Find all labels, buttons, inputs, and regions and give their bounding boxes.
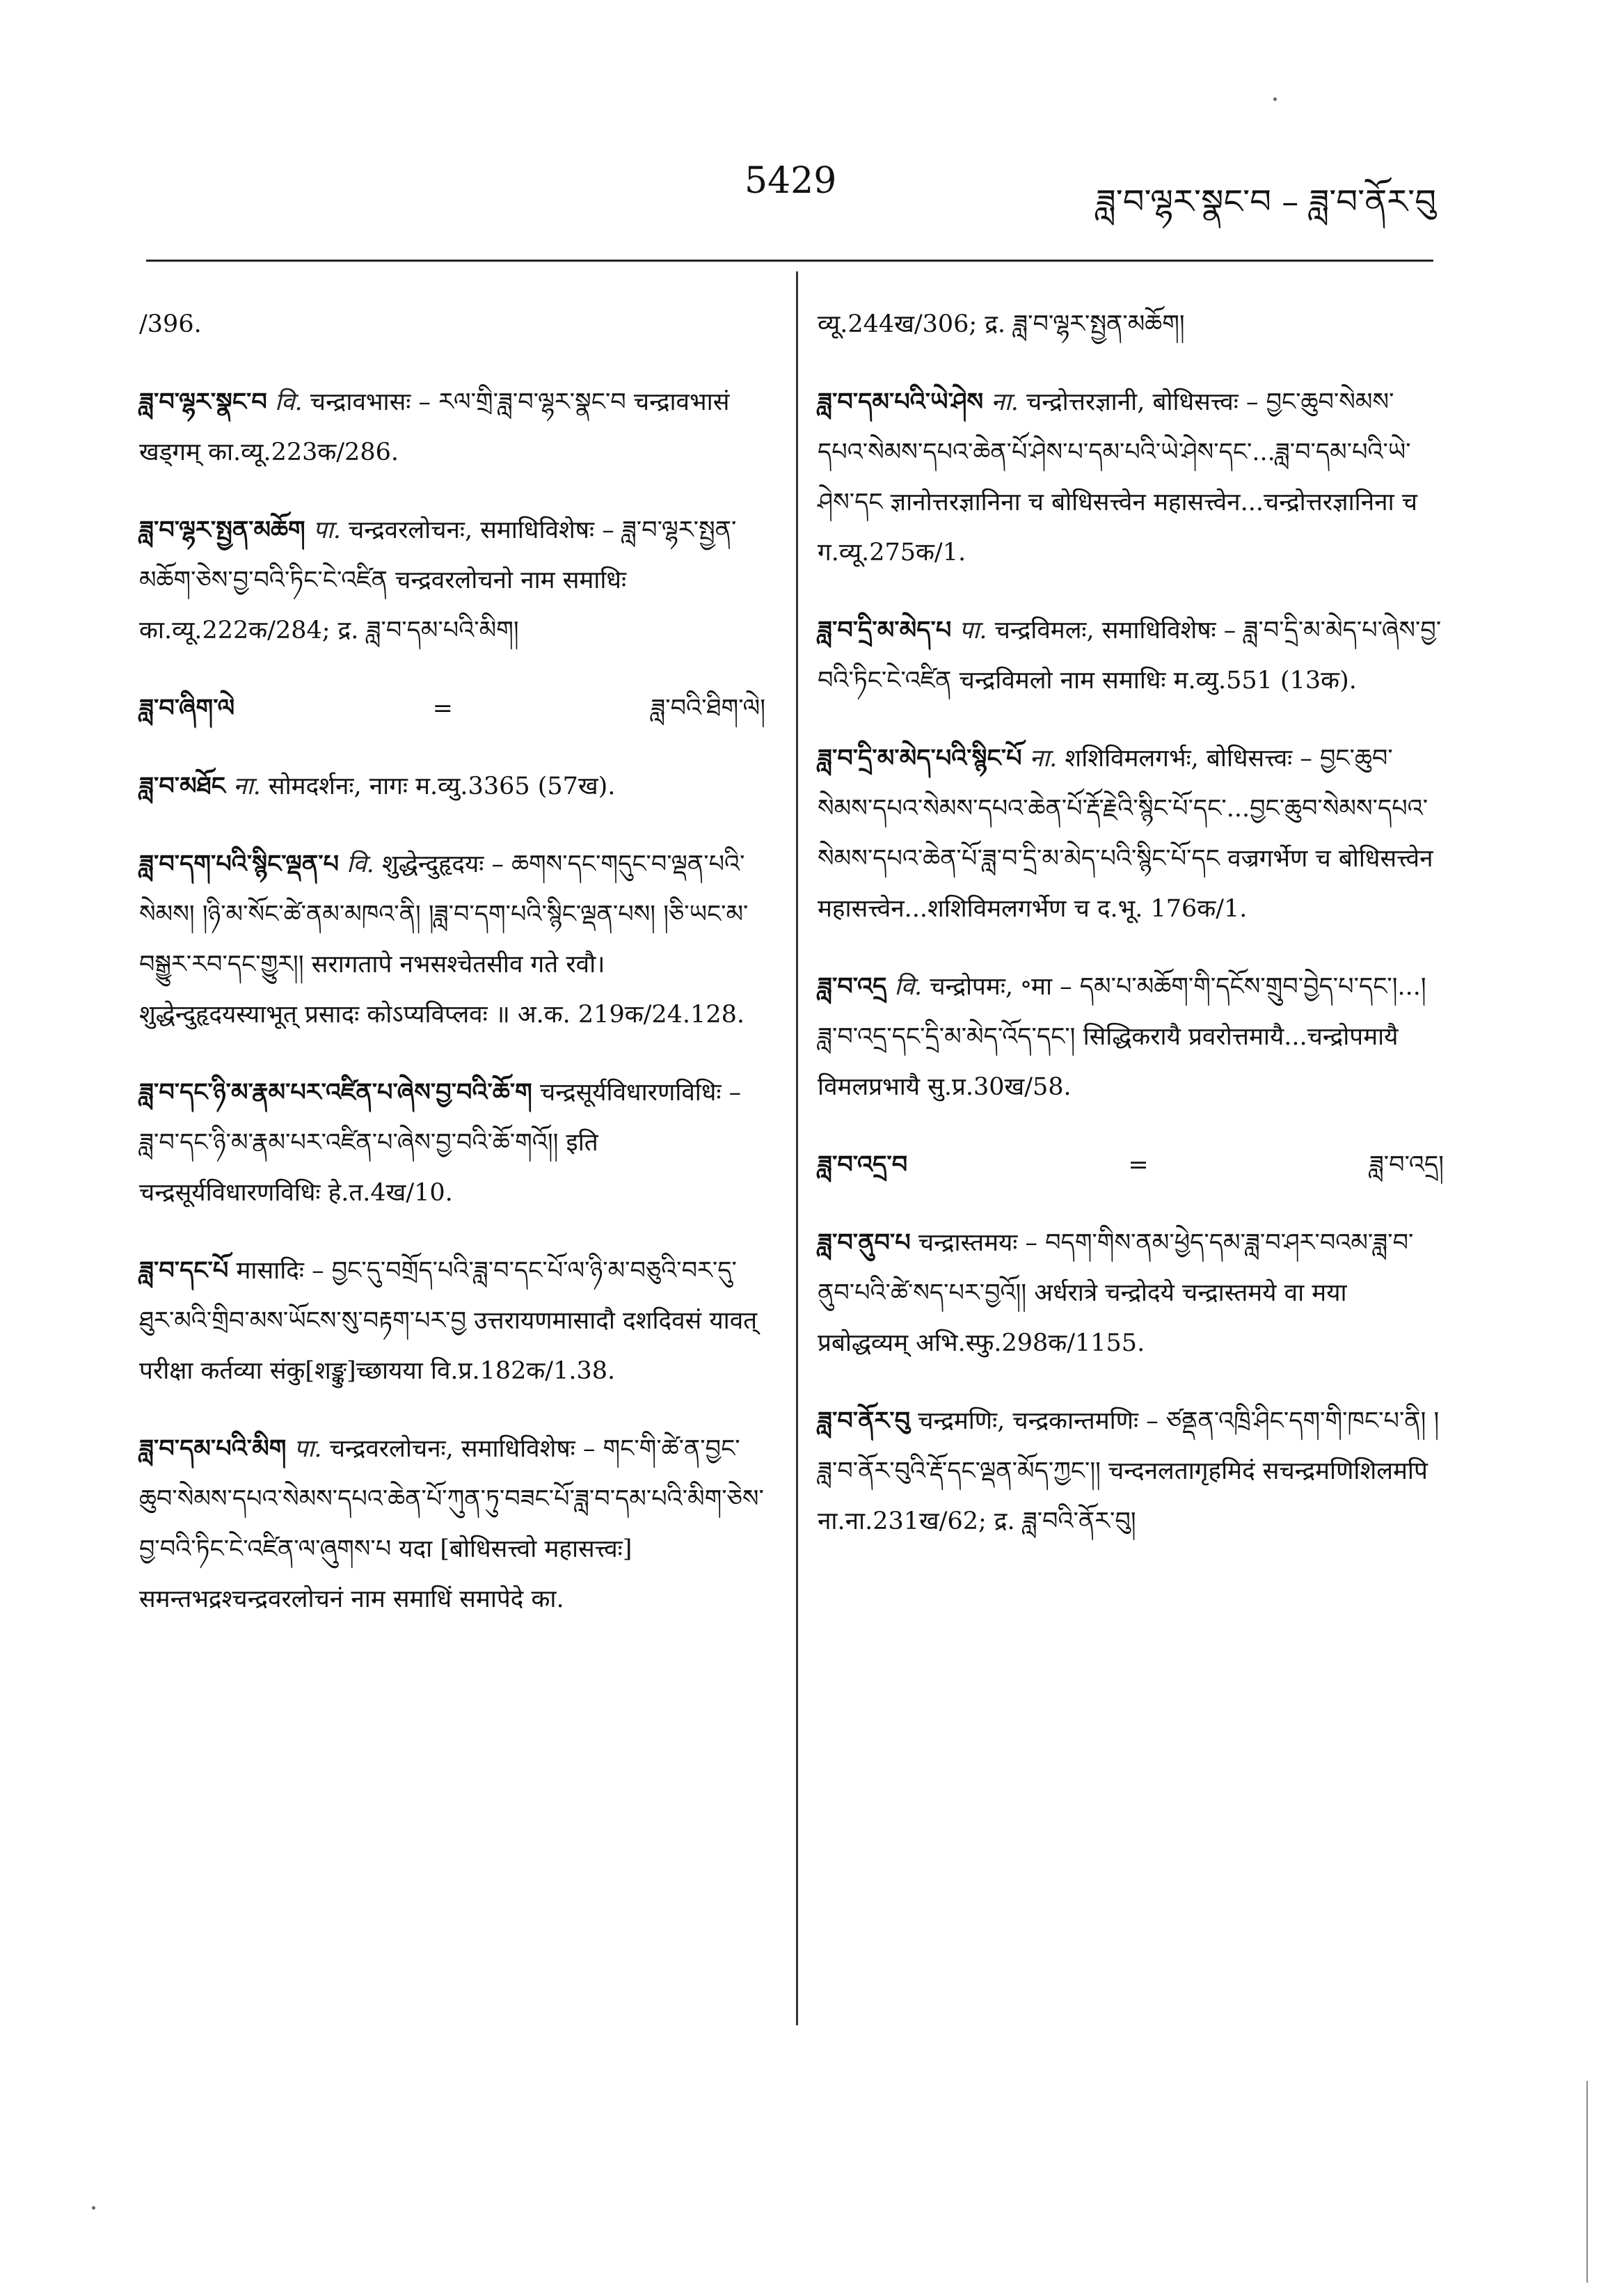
- dictionary-entry: [818, 299, 1444, 349]
- entry-headword: ཟླ་བ་དག་པའི་སྙིང་ལྡན་པ: [139, 850, 340, 878]
- entry-headword: ཟླ་བ་དྲི་མ་མེད་པའི་སྙིང་པོ: [818, 744, 1022, 773]
- entry-definition: चन्द्रमणिः, चन्द्रकान्तमणिः – ཙནྡན་འཁྲི་ཤིང་དག་གི་ཁང་པ་ནི། །ཟླ་བ་ནོར་བུའི་རྡོ་དང་ལྡན་མོད་ཀྱང་།། चन्दनलतागृहमिदं सचन्द्रमणिशिलमपि ना.ना.231ख/62; द्र. ཟླ་བའི་ནོར་བུ།: [818, 1407, 1440, 1535]
- dictionary-entry: [139, 1068, 765, 1218]
- page-header-number: 5429: [745, 160, 837, 202]
- right-column: [818, 299, 1444, 1574]
- entry-grammar-label: पा.: [959, 617, 987, 644]
- dictionary-entry: [139, 1246, 765, 1396]
- entry-headword: ཟླ་བ་དམ་པའི་ཡེ་ཤེས: [818, 388, 984, 416]
- entry-definition: चन्द्रविमलः, समाधिविशेषः – ཟླ་བ་དྲི་མ་མེད་པ་ཞེས་བྱ་བའི་ཏིང་ངེ་འཛིན चन्द्रविमलो नाम समाधिः म.व्यु.551 (13क).: [818, 617, 1442, 695]
- entry-definition: चन्द्रोत्तरज्ञानी, बोधिसत्त्वः – བྱང་ཆུབ་སེམས་དཔའ་སེམས་དཔའ་ཆེན་པོ་ཤེས་པ་དམ་པའི་ཡེ་ཤེས་དང་...ཟླ་བ་དམ་པའི་ཡེ་ཤེས་དང ज्ञानोत्तरज्ञानिना च बोधिसत्त्वेन महासत्त्वेन...चन्द्रोत्तरज्ञानिना च ग.व्यू.275क/1.: [818, 388, 1417, 567]
- entry-headword: ཟླ་བ་མཐོང: [139, 772, 226, 800]
- entry-grammar-label: वि.: [894, 973, 923, 1001]
- dictionary-entry: [139, 377, 765, 477]
- entry-target: ཟླ་བ་འདྲ།: [1369, 1151, 1444, 1179]
- dictionary-entry: [818, 1396, 1444, 1546]
- dictionary-entry: [139, 839, 765, 1040]
- entry-grammar-label: ना.: [233, 773, 261, 800]
- entry-definition: सोमदर्शनः, नागः म.व्यु.3365 (57ख).: [268, 773, 616, 800]
- entry-headword: ཟླ་བ་དང་ཉི་མ་རྣམ་པར་འཛིན་པ་ཞེས་བྱ་བའི་ཆོ་ག: [139, 1078, 532, 1107]
- entry-definition: चन्द्रोपमः, ॰मा – དམ་པ་མཆོག་གི་དངོས་གྲུབ་བྱེད་པ་དང་།...།ཟླ་བ་འདྲ་དང་དྲི་མ་མེད་འོད་དང་། सिद्धिकरायै प्रवरोत्तमायै...चन्द्रोपमायै विमलप्रभायै सु.प्र.30ख/58.: [818, 973, 1426, 1101]
- entry-headword: ཟླ་བ་ལྷར་སྣང་བ: [139, 388, 267, 416]
- page-header-range: ཟླ་བ་ལྷར་སྣང་བ – ཟླ་བ་ནོར་བུ: [1095, 182, 1436, 221]
- entry-grammar-label: वि.: [274, 388, 303, 416]
- cross-reference-entry: [818, 1140, 1444, 1190]
- entry-definition: चन्द्रावभासः – རལ་གྲི་ཟླ་བ་ལྷར་སྣང་བ चन्द्रावभासं खड्गम् का.व्यू.223क/286.: [139, 388, 730, 466]
- entry-definition: शशिविमलगर्भः, बोधिसत्त्वः – བྱང་ཆུབ་སེམས་དཔའ་སེམས་དཔའ་ཆེན་པོ་རྡོ་རྗེའི་སྙིང་པོ་དང་...བྱང་ཆུབ་སེམས་དཔའ་སེམས་དཔའ་ཆེན་པོ་ཟླ་བ་དྲི་མ་མེད་པའི་སྙིང་པོ་དང वज्रगर्भेण च बोधिसत्त्वेन महासत्त्वेन...शशिविमलगर्भेण च द.भू. 176क/1.: [818, 745, 1433, 923]
- entry-grammar-label: ना.: [1029, 745, 1058, 773]
- entry-headword: ཟླ་བ་འདྲ: [818, 972, 887, 1001]
- scan-dot: [92, 2206, 95, 2210]
- left-column: [139, 299, 765, 1652]
- entry-headword: ཟླ་བ་ལྷར་སྤྱན་མཆོག: [139, 516, 305, 544]
- entry-grammar-label: पा.: [294, 1435, 322, 1463]
- entry-grammar-label: पा.: [312, 516, 341, 544]
- dictionary-entry: [818, 734, 1444, 934]
- header-rule: [146, 260, 1433, 262]
- entry-definition: शुद्धेन्दुहृदयः – ཆགས་དང་གདུང་བ་ལྡན་པའི་སེམས། །ཉི་མ་སོང་ཚེ་ནམ་མཁའ་ནི། །ཟླ་བ་དག་པའི་སྙིང་ལྡན་པས། །ཅི་ཡང་མ་བསྒྱུར་རབ་དང་གྱུར།། सरागतापे नभसश्चेतसीव गते रवौ। शुद्धेन्दुहृदयस्याभूत् प्रसादः कोऽप्यविप्लवः ॥ अ.क. 219क/24.128.: [139, 850, 749, 1029]
- entry-definition: मासादिः – བྱང་དུ་བགྲོད་པའི་ཟླ་བ་དང་པོ་ལ་ཉི་མ་བཅུའི་བར་དུ་ཐུར་མའི་གྲིབ་མས་ཡོངས་སུ་བརྟག་པར་བྱ उत्तरायणमासादौ दशदिवसं यावत् परीक्षा कर्तव्या संकु[शङ्कु]च्छायया वि.प्र.182क/1.38.: [139, 1257, 758, 1385]
- entry-definition: चन्द्रास्तमयः – བདག་གིས་ནམ་ཕྱེད་དམ་ཟླ་བ་ཤར་བའམ་ཟླ་བ་ནུབ་པའི་ཚེ་སད་པར་བྱའོ།། अर्धरात्रे चन्द्रोदये चन्द्रास्तमये वा मया प्रबोद्धव्यम् अभि.स्फु.298क/1155.: [818, 1229, 1414, 1357]
- entry-grammar-label: वि.: [347, 850, 374, 878]
- entry-headword: ཟླ་བ་དམ་པའི་མིག: [139, 1434, 287, 1463]
- entry-definition: चन्द्रवरलोचनः, समाधिविशेषः – ཟླ་བ་ལྷར་སྤྱན་མཆོག་ཅེས་བྱ་བའི་ཏིང་ངེ་འཛིན चन्द्रवरलोचनो नाम समाधिः का.व्यू.222क/284; द्र. ཟླ་བ་དམ་པའི་མིག།: [139, 516, 737, 644]
- equals-sign: =: [1128, 1151, 1149, 1179]
- entry-headword: ཟླ་བ་དྲི་མ་མེད་པ: [818, 616, 952, 644]
- entry-headword: ཟླ་བ་འདྲ་བ: [818, 1150, 908, 1179]
- dictionary-entry: [139, 299, 765, 349]
- entry-grammar-label: ना.: [991, 388, 1019, 416]
- cross-reference-entry: [139, 683, 765, 734]
- entry-headword: ཟླ་བ་དང་པོ: [139, 1256, 229, 1285]
- column-divider: [796, 271, 798, 2025]
- dictionary-entry: [818, 962, 1444, 1112]
- dictionary-entry: [139, 505, 765, 656]
- dictionary-entry: [818, 1218, 1444, 1368]
- dictionary-entry: [139, 761, 765, 811]
- entry-definition: चन्द्रवरलोचनः, समाधिविशेषः – གང་གི་ཚེ་ན་བྱང་ཆུབ་སེམས་དཔའ་སེམས་དཔའ་ཆེན་པོ་ཀུན་ཏུ་བཟང་པོ་ཟླ་བ་དམ་པའི་མིག་ཅེས་བྱ་བའི་ཏིང་ངེ་འཛིན་ལ་ཞུགས་པ यदा [बोधिसत्त्वो महासत्त्वः] समन्तभद्रश्चन्द्रवरलोचनं नाम समाधिं समापेदे का.: [139, 1435, 764, 1613]
- entry-definition: व्यू.244ख/306; द्र. ཟླ་བ་ལྷར་སྤྱན་མཆོག།: [818, 310, 1185, 338]
- dictionary-entry: [818, 605, 1444, 706]
- scan-edge-line: [1586, 2081, 1588, 2283]
- entry-definition: /396.: [139, 310, 202, 338]
- entry-definition: चन्द्रसूर्यविधारणविधिः – ཟླ་བ་དང་ཉི་མ་རྣམ་པར་འཛིན་པ་ཞེས་བྱ་བའི་ཆོ་གའོ།། इति चन्द्रसूर्यविधारणविधिः हे.त.4ख/10.: [139, 1079, 742, 1207]
- dictionary-entry: [818, 377, 1444, 578]
- scan-dot: [1273, 97, 1277, 101]
- entry-headword: ཟླ་བ་ནོར་བུ: [818, 1407, 911, 1435]
- equals-sign: =: [432, 695, 453, 722]
- entry-headword: ཟླ་བ་ནུབ་པ: [818, 1228, 911, 1257]
- entry-headword: ཟླ་བ་ཞིག་ལེ: [139, 694, 235, 722]
- entry-target: ཟླ་བའི་ཐིག་ལེ།: [651, 695, 765, 722]
- dictionary-entry: [139, 1424, 765, 1624]
